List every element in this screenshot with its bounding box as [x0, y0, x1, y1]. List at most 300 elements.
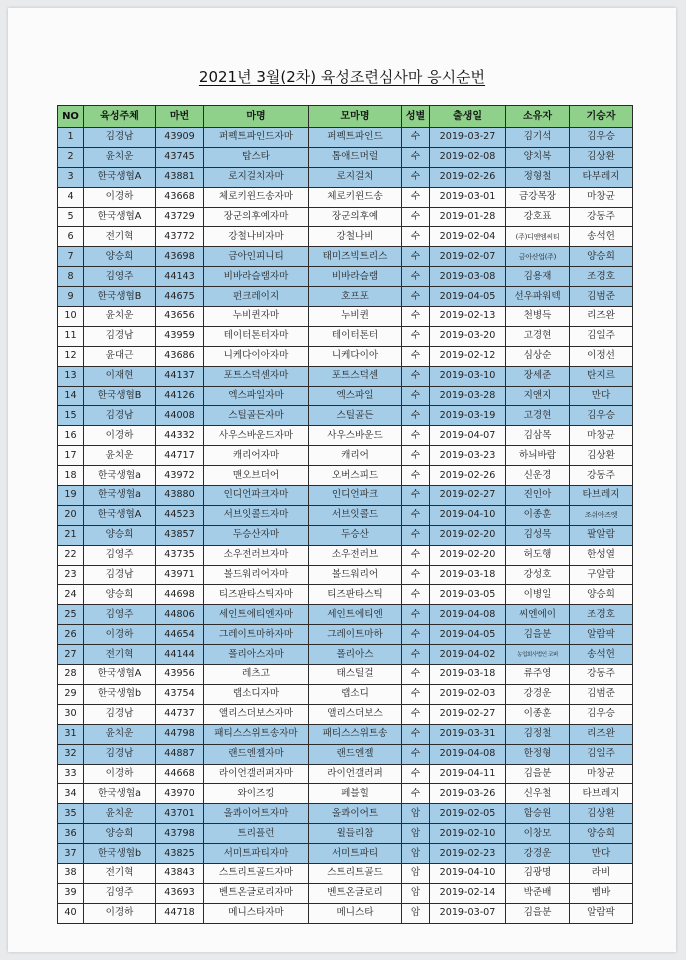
cell-horse-name: 사우스바운드자마 — [204, 426, 309, 446]
cell-no: 34 — [58, 784, 84, 804]
table-row — [58, 883, 633, 903]
cell-birth-date: 2019-03-05 — [430, 585, 506, 605]
cell-dam-name: 윌들리참 — [309, 824, 402, 844]
cell-birth-date: 2019-04-08 — [430, 744, 506, 764]
cell-trainer: 한국생협A — [84, 505, 156, 525]
cell-birth-date: 2019-02-26 — [430, 167, 506, 187]
cell-owner: 고경현 — [506, 406, 570, 426]
cell-horse-number: 43971 — [156, 565, 204, 585]
cell-rider: 김우승 — [570, 128, 633, 148]
table-row — [58, 227, 633, 247]
cell-owner: 김용재 — [506, 267, 570, 287]
cell-horse-number: 43729 — [156, 207, 204, 227]
cell-birth-date: 2019-04-10 — [430, 863, 506, 883]
document-title: 2021년 3월(2차) 육성조련심사마 응시순번 — [198, 68, 486, 86]
table-row — [58, 505, 633, 525]
cell-trainer: 전기혁 — [84, 863, 156, 883]
cell-birth-date: 2019-04-07 — [430, 426, 506, 446]
cell-no: 24 — [58, 585, 84, 605]
table-row — [58, 466, 633, 486]
cell-owner: 강호표 — [506, 207, 570, 227]
table-row — [58, 863, 633, 883]
header-horse-number: 마번 — [156, 106, 204, 128]
cell-sex: 수 — [402, 147, 430, 167]
cell-owner: 이종훈 — [506, 505, 570, 525]
cell-rider: 구알람 — [570, 565, 633, 585]
cell-birth-date: 2019-03-10 — [430, 366, 506, 386]
table-row — [58, 247, 633, 267]
cell-sex: 암 — [402, 903, 430, 923]
cell-rider: 송석헌 — [570, 227, 633, 247]
cell-sex: 수 — [402, 565, 430, 585]
cell-owner: 농업회사법인 코퍼 — [506, 645, 570, 665]
table-row — [58, 665, 633, 685]
cell-horse-name: 테이터톤터자마 — [204, 326, 309, 346]
cell-sex: 수 — [402, 446, 430, 466]
cell-sex: 암 — [402, 883, 430, 903]
cell-horse-number: 44698 — [156, 585, 204, 605]
cell-dam-name: 페블힐 — [309, 784, 402, 804]
cell-dam-name: 벤트온글로리 — [309, 883, 402, 903]
cell-horse-name: 앨리스더보스자마 — [204, 704, 309, 724]
cell-birth-date: 2019-02-07 — [430, 247, 506, 267]
cell-sex: 수 — [402, 247, 430, 267]
cell-horse-name: 장군의후예자마 — [204, 207, 309, 227]
cell-no: 10 — [58, 307, 84, 327]
table-row — [58, 128, 633, 148]
cell-owner: 씨엔에이 — [506, 605, 570, 625]
cell-rider: 김상환 — [570, 446, 633, 466]
cell-owner: 박준배 — [506, 883, 570, 903]
cell-dam-name: 장군의후예 — [309, 207, 402, 227]
cell-rider: 팔알람 — [570, 525, 633, 545]
table-header-row — [58, 106, 633, 128]
cell-dam-name: 메니스타 — [309, 903, 402, 923]
cell-owner: 금아산업(주) — [506, 247, 570, 267]
cell-trainer: 한국생협a — [84, 466, 156, 486]
cell-birth-date: 2019-03-18 — [430, 665, 506, 685]
table-row — [58, 446, 633, 466]
table-row — [58, 167, 633, 187]
cell-sex: 수 — [402, 486, 430, 506]
cell-sex: 수 — [402, 764, 430, 784]
cell-rider: 탄지르 — [570, 366, 633, 386]
cell-owner: 한정형 — [506, 744, 570, 764]
table-row — [58, 346, 633, 366]
cell-dam-name: 니케다이아 — [309, 346, 402, 366]
cell-dam-name: 스트리트골드 — [309, 863, 402, 883]
table-row — [58, 605, 633, 625]
cell-sex: 수 — [402, 207, 430, 227]
cell-no: 31 — [58, 724, 84, 744]
cell-horse-name: 맨오브더어 — [204, 466, 309, 486]
cell-dam-name: 폴리아스 — [309, 645, 402, 665]
table-row — [58, 406, 633, 426]
cell-owner: 강경운 — [506, 684, 570, 704]
cell-dam-name: 라이언갤러퍼 — [309, 764, 402, 784]
cell-birth-date: 2019-03-07 — [430, 903, 506, 923]
table-row — [58, 764, 633, 784]
cell-dam-name: 퍼펙트파인드 — [309, 128, 402, 148]
cell-trainer: 전기혁 — [84, 645, 156, 665]
cell-owner: 김을분 — [506, 903, 570, 923]
cell-dam-name: 세인트에티엔 — [309, 605, 402, 625]
cell-rider: 김우승 — [570, 704, 633, 724]
cell-sex: 수 — [402, 684, 430, 704]
cell-horse-name: 니케다이아자마 — [204, 346, 309, 366]
header-owner: 소유자 — [506, 106, 570, 128]
cell-birth-date: 2019-02-20 — [430, 545, 506, 565]
cell-rider: 조경호 — [570, 605, 633, 625]
cell-horse-name: 포트스덕센자마 — [204, 366, 309, 386]
cell-no: 5 — [58, 207, 84, 227]
document-page — [8, 8, 676, 952]
cell-trainer: 한국생협b — [84, 844, 156, 864]
table-row — [58, 207, 633, 227]
cell-no: 12 — [58, 346, 84, 366]
cell-owner: 진인아 — [506, 486, 570, 506]
cell-horse-number: 44144 — [156, 645, 204, 665]
cell-trainer: 한국생협a — [84, 486, 156, 506]
cell-no: 35 — [58, 804, 84, 824]
table-row — [58, 545, 633, 565]
cell-rider: 김우승 — [570, 406, 633, 426]
cell-horse-number: 43956 — [156, 665, 204, 685]
cell-trainer: 윤치운 — [84, 446, 156, 466]
cell-rider: 강동주 — [570, 665, 633, 685]
cell-dam-name: 로지걸치 — [309, 167, 402, 187]
cell-rider: 양승희 — [570, 247, 633, 267]
cell-dam-name: 티즈판타스틱 — [309, 585, 402, 605]
cell-trainer: 윤치운 — [84, 804, 156, 824]
cell-trainer: 한국생협b — [84, 684, 156, 704]
cell-birth-date: 2019-02-04 — [430, 227, 506, 247]
cell-horse-name: 캐리어자마 — [204, 446, 309, 466]
cell-trainer: 이경하 — [84, 187, 156, 207]
table-row — [58, 844, 633, 864]
cell-owner: 심상순 — [506, 346, 570, 366]
cell-trainer: 양승희 — [84, 247, 156, 267]
cell-rider: 타부레지 — [570, 167, 633, 187]
cell-owner: 김광명 — [506, 863, 570, 883]
cell-rider: 강동주 — [570, 466, 633, 486]
cell-horse-number: 43843 — [156, 863, 204, 883]
cell-trainer: 김경남 — [84, 128, 156, 148]
cell-trainer: 이경하 — [84, 426, 156, 446]
cell-sex: 수 — [402, 744, 430, 764]
cell-owner: 정형철 — [506, 167, 570, 187]
cell-owner: 하늬바람 — [506, 446, 570, 466]
cell-horse-number: 44668 — [156, 764, 204, 784]
cell-horse-name: 볼드워리어자마 — [204, 565, 309, 585]
cell-horse-number: 43656 — [156, 307, 204, 327]
cell-horse-number: 43909 — [156, 128, 204, 148]
cell-owner: 이창모 — [506, 824, 570, 844]
cell-horse-name: 엑스파일자마 — [204, 386, 309, 406]
cell-horse-number: 43698 — [156, 247, 204, 267]
cell-no: 14 — [58, 386, 84, 406]
cell-sex: 수 — [402, 366, 430, 386]
cell-dam-name: 서미트파티 — [309, 844, 402, 864]
cell-birth-date: 2019-02-13 — [430, 307, 506, 327]
cell-sex: 암 — [402, 844, 430, 864]
cell-horse-name: 벤트온글로리자마 — [204, 883, 309, 903]
cell-rider: 마창균 — [570, 187, 633, 207]
cell-trainer: 윤대근 — [84, 346, 156, 366]
cell-trainer: 한국생협a — [84, 784, 156, 804]
cell-no: 32 — [58, 744, 84, 764]
cell-horse-name: 패티스스위트송자마 — [204, 724, 309, 744]
cell-owner: 양치복 — [506, 147, 570, 167]
cell-no: 20 — [58, 505, 84, 525]
cell-birth-date: 2019-02-14 — [430, 883, 506, 903]
cell-no: 25 — [58, 605, 84, 625]
cell-dam-name: 그레이트마하 — [309, 625, 402, 645]
table-row — [58, 744, 633, 764]
cell-dam-name: 비바라슬램 — [309, 267, 402, 287]
cell-birth-date: 2019-02-23 — [430, 844, 506, 864]
cell-sex: 수 — [402, 326, 430, 346]
cell-horse-name: 강철나비자마 — [204, 227, 309, 247]
cell-rider: 마창균 — [570, 764, 633, 784]
cell-trainer: 전기혁 — [84, 227, 156, 247]
cell-horse-name: 랜드엔젤자마 — [204, 744, 309, 764]
cell-no: 36 — [58, 824, 84, 844]
cell-rider: 송석헌 — [570, 645, 633, 665]
cell-no: 7 — [58, 247, 84, 267]
cell-birth-date: 2019-02-12 — [430, 346, 506, 366]
cell-trainer: 한국생협B — [84, 386, 156, 406]
cell-horse-number: 43745 — [156, 147, 204, 167]
cell-horse-name: 탑스타 — [204, 147, 309, 167]
cell-trainer: 한국생협A — [84, 167, 156, 187]
cell-sex: 암 — [402, 863, 430, 883]
header-no: NO — [58, 106, 84, 128]
cell-dam-name: 엑스파일 — [309, 386, 402, 406]
cell-dam-name: 서브잇콜드 — [309, 505, 402, 525]
cell-trainer: 한국생협A — [84, 665, 156, 685]
cell-birth-date: 2019-04-05 — [430, 625, 506, 645]
cell-horse-name: 누비퀸자마 — [204, 307, 309, 327]
cell-trainer: 이재현 — [84, 366, 156, 386]
cell-horse-number: 44887 — [156, 744, 204, 764]
cell-horse-number: 43825 — [156, 844, 204, 864]
cell-sex: 수 — [402, 605, 430, 625]
cell-horse-number: 44523 — [156, 505, 204, 525]
cell-horse-name: 비바라슬램자마 — [204, 267, 309, 287]
cell-no: 4 — [58, 187, 84, 207]
cell-rider: 양승희 — [570, 585, 633, 605]
cell-owner: 이종훈 — [506, 704, 570, 724]
cell-owner: 김삼목 — [506, 426, 570, 446]
cell-no: 19 — [58, 486, 84, 506]
cell-trainer: 양승희 — [84, 824, 156, 844]
cell-no: 21 — [58, 525, 84, 545]
cell-horse-name: 로지걸치자마 — [204, 167, 309, 187]
cell-no: 3 — [58, 167, 84, 187]
cell-horse-number: 43701 — [156, 804, 204, 824]
cell-owner: 신운경 — [506, 466, 570, 486]
cell-horse-name: 트리플런 — [204, 824, 309, 844]
cell-rider: 김상환 — [570, 147, 633, 167]
cell-horse-name: 펀크레이지 — [204, 287, 309, 307]
cell-sex: 수 — [402, 665, 430, 685]
cell-no: 15 — [58, 406, 84, 426]
cell-horse-name: 랩소디자마 — [204, 684, 309, 704]
cell-horse-name: 그레이트마하자마 — [204, 625, 309, 645]
cell-horse-number: 44008 — [156, 406, 204, 426]
cell-birth-date: 2019-03-31 — [430, 724, 506, 744]
cell-no: 17 — [58, 446, 84, 466]
cell-dam-name: 강철나비 — [309, 227, 402, 247]
cell-horse-number: 43972 — [156, 466, 204, 486]
cell-horse-name: 서브잇콜드자마 — [204, 505, 309, 525]
cell-no: 6 — [58, 227, 84, 247]
header-birth-date: 출생일 — [430, 106, 506, 128]
cell-trainer: 이경하 — [84, 764, 156, 784]
cell-birth-date: 2019-04-08 — [430, 605, 506, 625]
cell-owner: 김정철 — [506, 724, 570, 744]
cell-sex: 수 — [402, 704, 430, 724]
cell-owner: 지앤지 — [506, 386, 570, 406]
cell-no: 9 — [58, 287, 84, 307]
cell-sex: 암 — [402, 804, 430, 824]
cell-owner: 강성호 — [506, 565, 570, 585]
cell-horse-number: 43798 — [156, 824, 204, 844]
cell-trainer: 한국생협A — [84, 207, 156, 227]
cell-birth-date: 2019-04-10 — [430, 505, 506, 525]
cell-rider: 리즈완 — [570, 307, 633, 327]
cell-no: 39 — [58, 883, 84, 903]
cell-owner: 김을분 — [506, 764, 570, 784]
cell-dam-name: 랜드엔젤 — [309, 744, 402, 764]
cell-sex: 수 — [402, 724, 430, 744]
exam-order-table — [57, 105, 633, 924]
cell-sex: 수 — [402, 406, 430, 426]
cell-owner: 함승원 — [506, 804, 570, 824]
cell-rider: 만다 — [570, 386, 633, 406]
cell-sex: 수 — [402, 346, 430, 366]
cell-horse-number: 43970 — [156, 784, 204, 804]
cell-rider: 리즈완 — [570, 724, 633, 744]
cell-birth-date: 2019-02-27 — [430, 486, 506, 506]
table-row — [58, 903, 633, 923]
cell-sex: 수 — [402, 466, 430, 486]
cell-sex: 수 — [402, 267, 430, 287]
cell-owner: 허도행 — [506, 545, 570, 565]
cell-birth-date: 2019-02-10 — [430, 824, 506, 844]
cell-owner: 고경현 — [506, 326, 570, 346]
cell-trainer: 김영주 — [84, 267, 156, 287]
cell-rider: 벰바 — [570, 883, 633, 903]
cell-birth-date: 2019-01-28 — [430, 207, 506, 227]
cell-trainer: 김경남 — [84, 406, 156, 426]
cell-horse-name: 스틸골든자마 — [204, 406, 309, 426]
cell-trainer: 김경남 — [84, 704, 156, 724]
cell-horse-name: 폴리아스자마 — [204, 645, 309, 665]
cell-horse-number: 44718 — [156, 903, 204, 923]
cell-birth-date: 2019-04-02 — [430, 645, 506, 665]
cell-trainer: 윤치운 — [84, 724, 156, 744]
header-dam-name: 모마명 — [309, 106, 402, 128]
cell-trainer: 윤치운 — [84, 307, 156, 327]
cell-dam-name: 누비퀸 — [309, 307, 402, 327]
table-row — [58, 486, 633, 506]
cell-horse-number: 43881 — [156, 167, 204, 187]
cell-dam-name: 인디언파크 — [309, 486, 402, 506]
cell-birth-date: 2019-03-26 — [430, 784, 506, 804]
cell-dam-name: 테이터톤터 — [309, 326, 402, 346]
cell-rider: 조쉬아즈엣 — [570, 505, 633, 525]
cell-horse-number: 43754 — [156, 684, 204, 704]
cell-horse-name: 메니스타자마 — [204, 903, 309, 923]
cell-dam-name: 스틸골든 — [309, 406, 402, 426]
table-row — [58, 525, 633, 545]
cell-birth-date: 2019-02-08 — [430, 147, 506, 167]
cell-no: 2 — [58, 147, 84, 167]
cell-rider: 조경호 — [570, 267, 633, 287]
header-horse-name: 마명 — [204, 106, 309, 128]
cell-horse-number: 43959 — [156, 326, 204, 346]
table-row — [58, 426, 633, 446]
cell-horse-name: 체로키윈드송자마 — [204, 187, 309, 207]
cell-no: 18 — [58, 466, 84, 486]
cell-dam-name: 사우스바운드 — [309, 426, 402, 446]
cell-horse-name: 세인트에티엔자마 — [204, 605, 309, 625]
cell-trainer: 김영주 — [84, 883, 156, 903]
cell-horse-number: 43693 — [156, 883, 204, 903]
cell-birth-date: 2019-04-05 — [430, 287, 506, 307]
cell-no: 38 — [58, 863, 84, 883]
cell-dam-name: 태스틸걸 — [309, 665, 402, 685]
cell-birth-date: 2019-03-08 — [430, 267, 506, 287]
cell-trainer: 김경남 — [84, 744, 156, 764]
cell-rider: 알람팍 — [570, 625, 633, 645]
cell-no: 11 — [58, 326, 84, 346]
cell-dam-name: 볼드워리어 — [309, 565, 402, 585]
cell-dam-name: 랩소디 — [309, 684, 402, 704]
cell-birth-date: 2019-03-01 — [430, 187, 506, 207]
cell-owner: 김성묵 — [506, 525, 570, 545]
table-row — [58, 724, 633, 744]
table-row — [58, 784, 633, 804]
cell-birth-date: 2019-03-27 — [430, 128, 506, 148]
cell-birth-date: 2019-02-26 — [430, 466, 506, 486]
cell-rider: 마창균 — [570, 426, 633, 446]
table-row — [58, 565, 633, 585]
cell-trainer: 김경남 — [84, 326, 156, 346]
cell-no: 22 — [58, 545, 84, 565]
cell-horse-name: 퍼펙트파인드자마 — [204, 128, 309, 148]
cell-owner: 류주영 — [506, 665, 570, 685]
cell-sex: 수 — [402, 505, 430, 525]
cell-sex: 수 — [402, 525, 430, 545]
cell-horse-number: 43880 — [156, 486, 204, 506]
cell-trainer: 이경하 — [84, 625, 156, 645]
header-rider: 기승자 — [570, 106, 633, 128]
cell-sex: 수 — [402, 287, 430, 307]
cell-horse-number: 43686 — [156, 346, 204, 366]
table-row — [58, 625, 633, 645]
cell-sex: 수 — [402, 645, 430, 665]
cell-birth-date: 2019-02-27 — [430, 704, 506, 724]
cell-horse-name: 올콰이어트자마 — [204, 804, 309, 824]
cell-birth-date: 2019-03-23 — [430, 446, 506, 466]
cell-horse-number: 44143 — [156, 267, 204, 287]
cell-no: 33 — [58, 764, 84, 784]
cell-no: 28 — [58, 665, 84, 685]
cell-horse-number: 44654 — [156, 625, 204, 645]
